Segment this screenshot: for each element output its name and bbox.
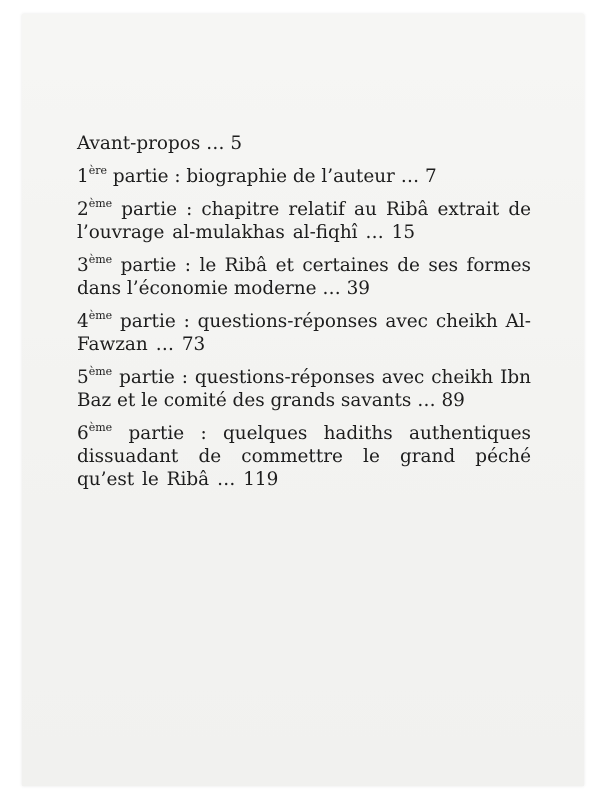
- page-number: 89: [441, 390, 465, 411]
- entry-title: partie : le Ribâ et certaines de ses formes dans l’économie moderne: [77, 255, 531, 299]
- ordinal-suffix: ème: [88, 252, 113, 266]
- part-number: 4: [77, 311, 89, 332]
- toc-entry-part-5: [77, 366, 531, 412]
- separator: …: [316, 278, 347, 299]
- page-number: 73: [181, 334, 206, 355]
- part-number: 1: [77, 166, 89, 187]
- table-of-contents: [77, 132, 531, 501]
- toc-entry-part-3: [77, 254, 531, 300]
- part-number: 5: [77, 367, 89, 388]
- toc-entry-part-1: [77, 165, 531, 188]
- book-page: [22, 14, 584, 786]
- entry-title: partie : quelques hadiths authentiques dissuadant de commettre le grand péché qu’est le Ribâ: [77, 423, 531, 490]
- page-number: 39: [346, 278, 371, 299]
- ordinal-suffix: ème: [88, 308, 113, 322]
- separator: …: [394, 166, 425, 187]
- page-number: 119: [243, 469, 279, 490]
- toc-entry-part-6: [77, 422, 531, 491]
- part-number: 6: [77, 423, 89, 444]
- separator: …: [209, 469, 244, 490]
- ordinal-suffix: ère: [88, 163, 107, 177]
- separator: …: [357, 222, 392, 243]
- toc-entry-part-4: [77, 310, 531, 356]
- entry-title: partie : questions-réponses avec cheikh Ibn Baz et le comité des grands savants: [77, 367, 531, 411]
- entry-title: partie : chapitre relatif au Ribâ extrait de l’ouvrage al-mulakhas al-fiqhî: [77, 199, 531, 243]
- ordinal-suffix: ème: [88, 196, 113, 210]
- toc-entry-part-2: [77, 198, 531, 244]
- entry-title: partie : biographie de l’auteur: [106, 166, 395, 187]
- entry-title: partie : questions-réponses avec cheikh Al-Fawzan: [77, 311, 531, 355]
- part-number: 3: [77, 255, 89, 276]
- part-number: 2: [77, 199, 89, 220]
- ordinal-suffix: ème: [88, 420, 113, 434]
- separator: …: [147, 334, 182, 355]
- entry-title: Avant-propos: [77, 133, 201, 154]
- page-number: 15: [391, 222, 416, 243]
- ordinal-suffix: ème: [88, 364, 113, 378]
- page-number: 5: [230, 133, 243, 154]
- separator: …: [200, 133, 231, 154]
- toc-entry-avant-propos: [77, 132, 531, 155]
- separator: …: [411, 390, 442, 411]
- page-number: 7: [424, 166, 437, 187]
